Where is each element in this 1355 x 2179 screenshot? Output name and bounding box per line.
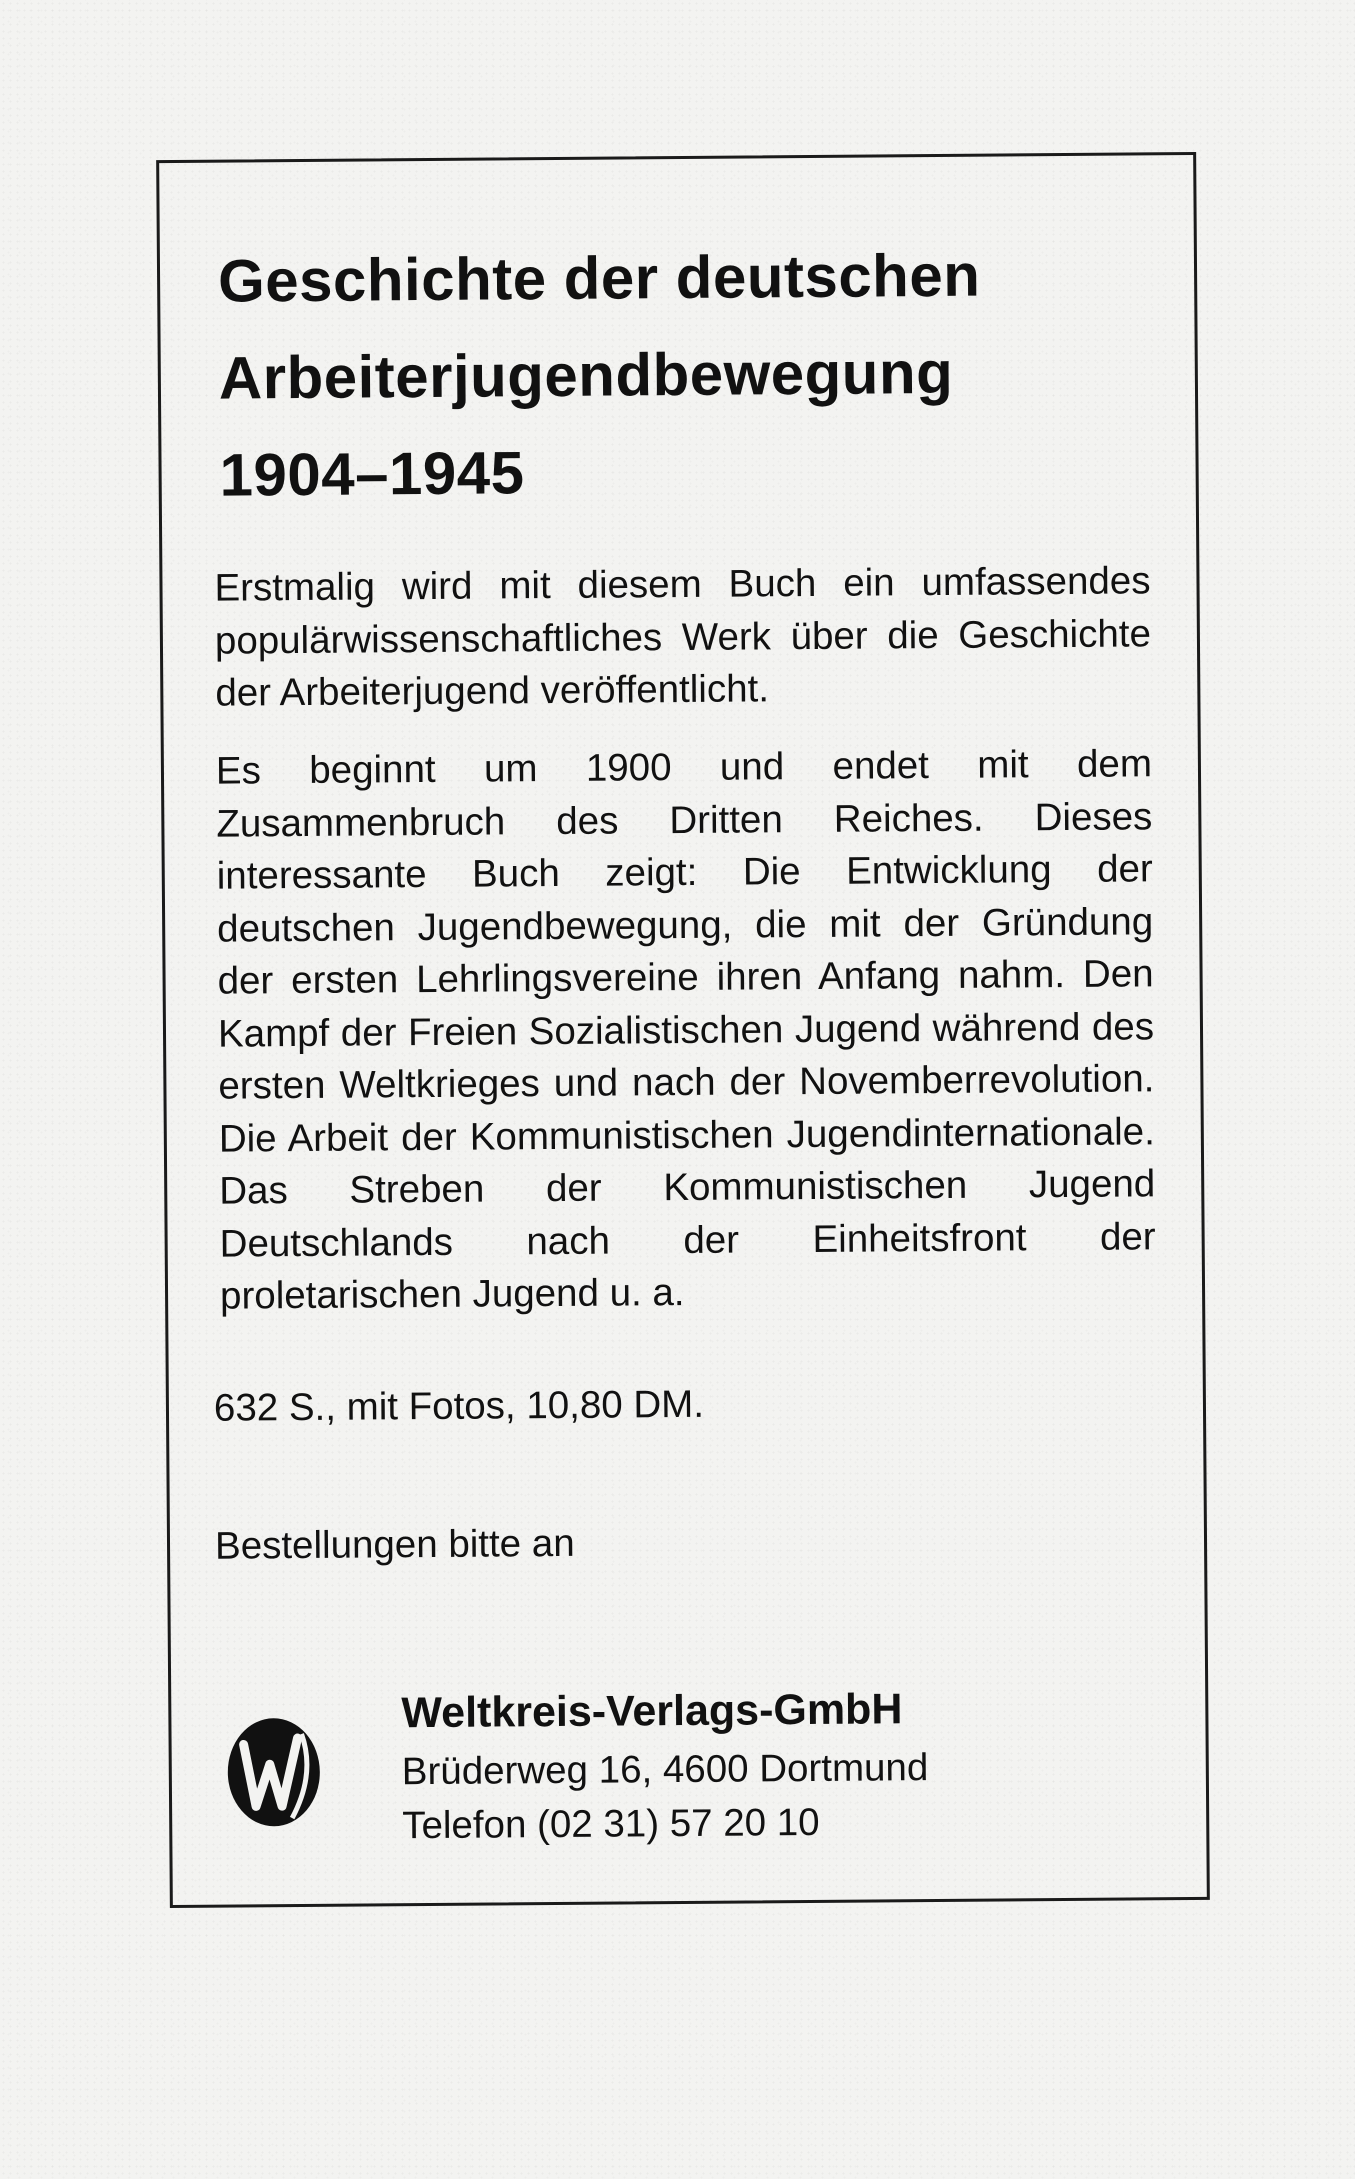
ad-title-line-2: Arbeiterjugendbewegung xyxy=(218,338,954,412)
intro-paragraph: Erstmalig wird mit diesem Buch ein umfassendes populärwissenschaftliches Werk über die Geschichte der Arbeiterjugend veröffentlicht. xyxy=(214,559,1152,715)
ad-title-line-3: 1904–1945 xyxy=(219,439,525,509)
ad-title xyxy=(218,227,982,524)
ad-title-line-1: Geschichte der deutschen xyxy=(217,241,981,315)
publisher-text xyxy=(401,1677,929,1853)
content-paragraph: Es beginnt um 1900 und endet mit dem Zusammenbruch des Dritten Reiches. Dieses interessante Buch zeigt: Die Entwicklung der deutschen Jugendbewegung, die mit der Gründung der ersten Lehrlingsvereine ihren Anfang nahm. Den Kampf der Freien Sozialistischen Jugend während des ersten Weltkrieges und nach der Novemberrevolution. Die Arbeit der Kommunistischen Jugendinternationale. Das Streben der Kommunistischen Jugend Deutschlands nach der Einheitsfront der proletarischen Jugend u. a. xyxy=(215,742,1156,1318)
publisher-name: Weltkreis-Verlags-GmbH xyxy=(401,1685,903,1738)
advertisement-box xyxy=(156,152,1210,1908)
price-line: 632 S., mit Fotos, 10,80 DM. xyxy=(213,1382,705,1430)
publisher-address: Brüderweg 16, 4600 Dortmund xyxy=(401,1746,929,1794)
order-line: Bestellungen bitte an xyxy=(214,1521,575,1568)
publisher-phone: Telefon (02 31) 57 20 10 xyxy=(402,1800,820,1848)
weltkreis-logo-icon xyxy=(221,1714,326,1831)
publisher-block xyxy=(221,1676,1122,1848)
